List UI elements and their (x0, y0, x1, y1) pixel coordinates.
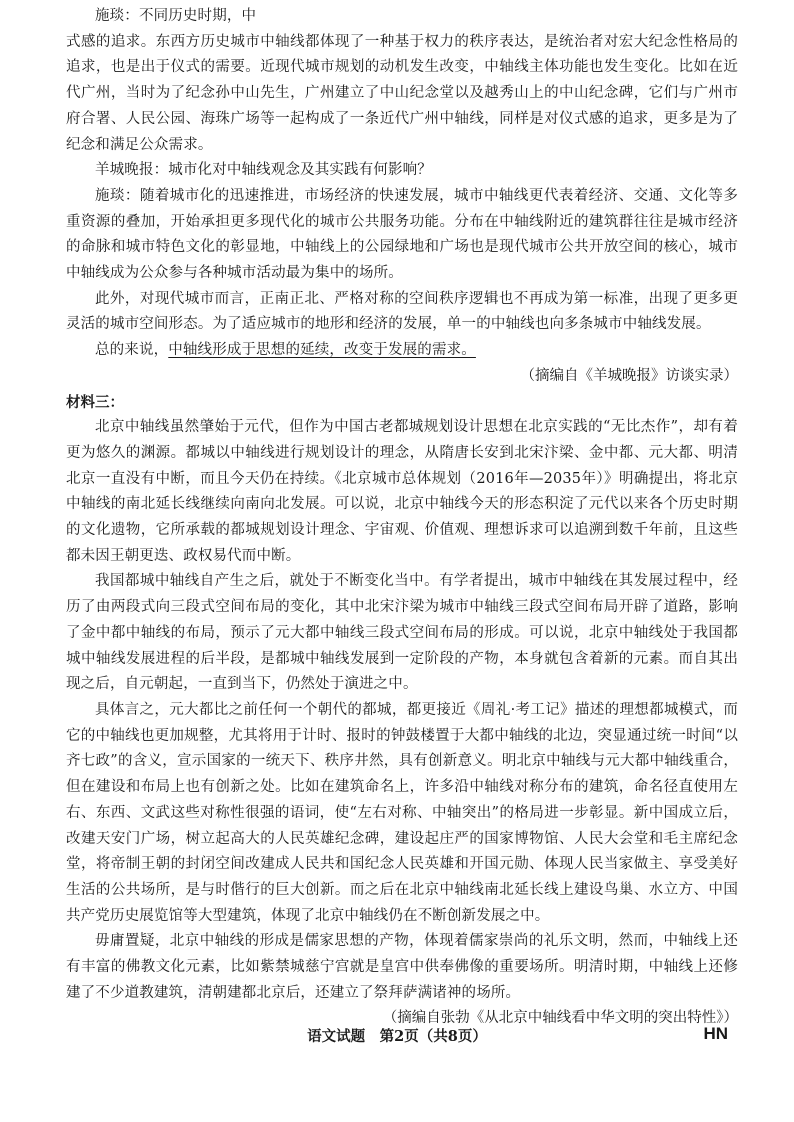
paragraph-m2-5 (66, 338, 738, 364)
region-code: HN (703, 1024, 728, 1043)
source-citation-m3: （摘编自张勃《从北京中轴线看中华文明的突出特性》） (382, 1010, 738, 1027)
underlined-sentence: 中轴线形成于思想的延续，改变于发展的需求。 (168, 342, 476, 359)
paragraph-m2-4: 此外，对现代城市而言，正南正北、严格对称的空间秩序逻辑也不再成为第一标准，出现了更多更灵活的城市空间形态。为了适应城市的地形和经济的发展，单一的中轴线也向多条城市中轴线发展。 (66, 290, 738, 333)
partial-line: 施琰：不同历史时期，中 (95, 8, 257, 24)
summary-prefix: 总的来说， (95, 342, 169, 359)
material3-heading: 材料三： (66, 393, 124, 411)
paragraph-m3-2: 我国都城中轴线自产生之后，就处于不断变化当中。有学者提出，城市中轴线在其发展过程中，经历了由两段式向三段式空间布局的变化，其中北宋汴梁为城市中轴线三段式空间布局开辟了道路，影响了金中都中轴线的布局，预示了元大都中轴线三段式空间布局的形成。可以说，北京中轴线处于我国都城中轴线发展进程的后半段，是都城中轴线发展到一定阶段的产物，本身就包含着新的元素。而自其出现之后，自元朝起，一直到当下，仍然处于演进之中。 (66, 573, 738, 693)
paragraph-m3-1: 北京中轴线虽然肇始于元代，但作为中国古老都城规划设计思想在北京实践的“无比杰作”，却有着更为悠久的渊源。都城以中轴线进行规划设计的理念，从隋唐长安到北宋汴梁、金中都、元大都、明清北京一直没有中断，而且今天仍在持续。《北京城市总体规划（2016年—2035年）》明确提出，将北京中轴线的南北延长线继续向南向北发展。可以说，北京中轴线今天的形态积淀了元代以来各个历史时期的文化遗物，它所承载的都城规划设计理念、宇宙观、价值观、理想诉求可以追溯到数千年前，且这些都未因王朝更迭、政权易代而中断。 (66, 419, 738, 564)
paragraph-m2-3: 施琰：随着城市化的迅速推进，市场经济的快速发展，城市中轴线更代表着经济、交通、文化等多重资源的叠加，开始承担更多现代化的城市公共服务功能。分布在中轴线附近的建筑群往往是城市经济的命脉和城市特色文化的彰显地，中轴线上的公园绿地和广场也是现代城市公共开放空间的核心，城市中轴线成为公众参与各种城市活动最为集中的场所。 (66, 187, 738, 282)
question-line: 羊城晚报：城市化对中轴线观念及其实践有何影响？ (95, 162, 432, 179)
paragraph-m3-3: 具体言之，元大都比之前任何一个朝代的都城，都更接近《周礼·考工记》描述的理想都城模式，而它的中轴线也更加规整，尤其将用于计时、报时的钟鼓楼置于大都中轴线的北边，突显通过统一时间“以齐七政”的含义，宣示国家的一统天下、秩序井然，具有创新意义。明北京中轴线与元大都中轴线重合，但在建设和布局上也有创新之处。比如在建筑命名上，许多沿中轴线对称分布的建筑，命名径直使用左右、东西、文武这些对称性很强的语词，使“左右对称、中轴突出”的格局进一步彰显。新中国成立后，改建天安门广场，树立起高大的人民英雄纪念碑，建设起庄严的国家博物馆、人民大会堂和毛主席纪念堂，将帝制王朝的封闭空间改建成人民共和国纪念人民英雄和开国元勋、体现人民当家做主、享受美好生活的公共场所，是与时偕行的巨大创新。而之后在北京中轴线南北延长线上建设鸟巢、水立方、中国共产党历史展览馆等大型建筑，体现了北京中轴线仍在不断创新发展之中。 (66, 701, 738, 924)
page-footer (0, 1025, 794, 1049)
paragraph-m2-1: 式感的追求。东西方历史城市中轴线都体现了一种基于权力的秩序表达，是统治者对宏大纪念性格局的追求，也是出于仪式的需要。近现代城市规划的动机发生改变，中轴线主体功能也发生变化。比如在近代广州，当时为了纪念孙中山先生，广州建立了中山纪念堂以及越秀山上的中山纪念碑，它们与广州市府合署、人民公园、海珠广场等一起构成了一条近代广州中轴线，同样是对仪式感的追求，更多是为了纪念和满足公众需求。 (66, 33, 738, 153)
source-citation-m2: （摘编自《羊城晚报》访谈实录） (520, 367, 738, 384)
paragraph-m3-4: 毋庸置疑，北京中轴线的形成是儒家思想的产物，体现着儒家崇尚的礼乐文明，然而，中轴线上还有丰富的佛教文化元素，比如紫禁城慈宁宫就是皇宫中供奉佛像的重要场所。明清时期，中轴线上还修建了不少道教建筑，清朝建都北京后，还建立了祭拜萨满诸神的场所。 (66, 933, 738, 1001)
page-content (66, 4, 738, 1032)
page-number-label: 语文试题 第2页（共8页） (307, 1028, 487, 1045)
